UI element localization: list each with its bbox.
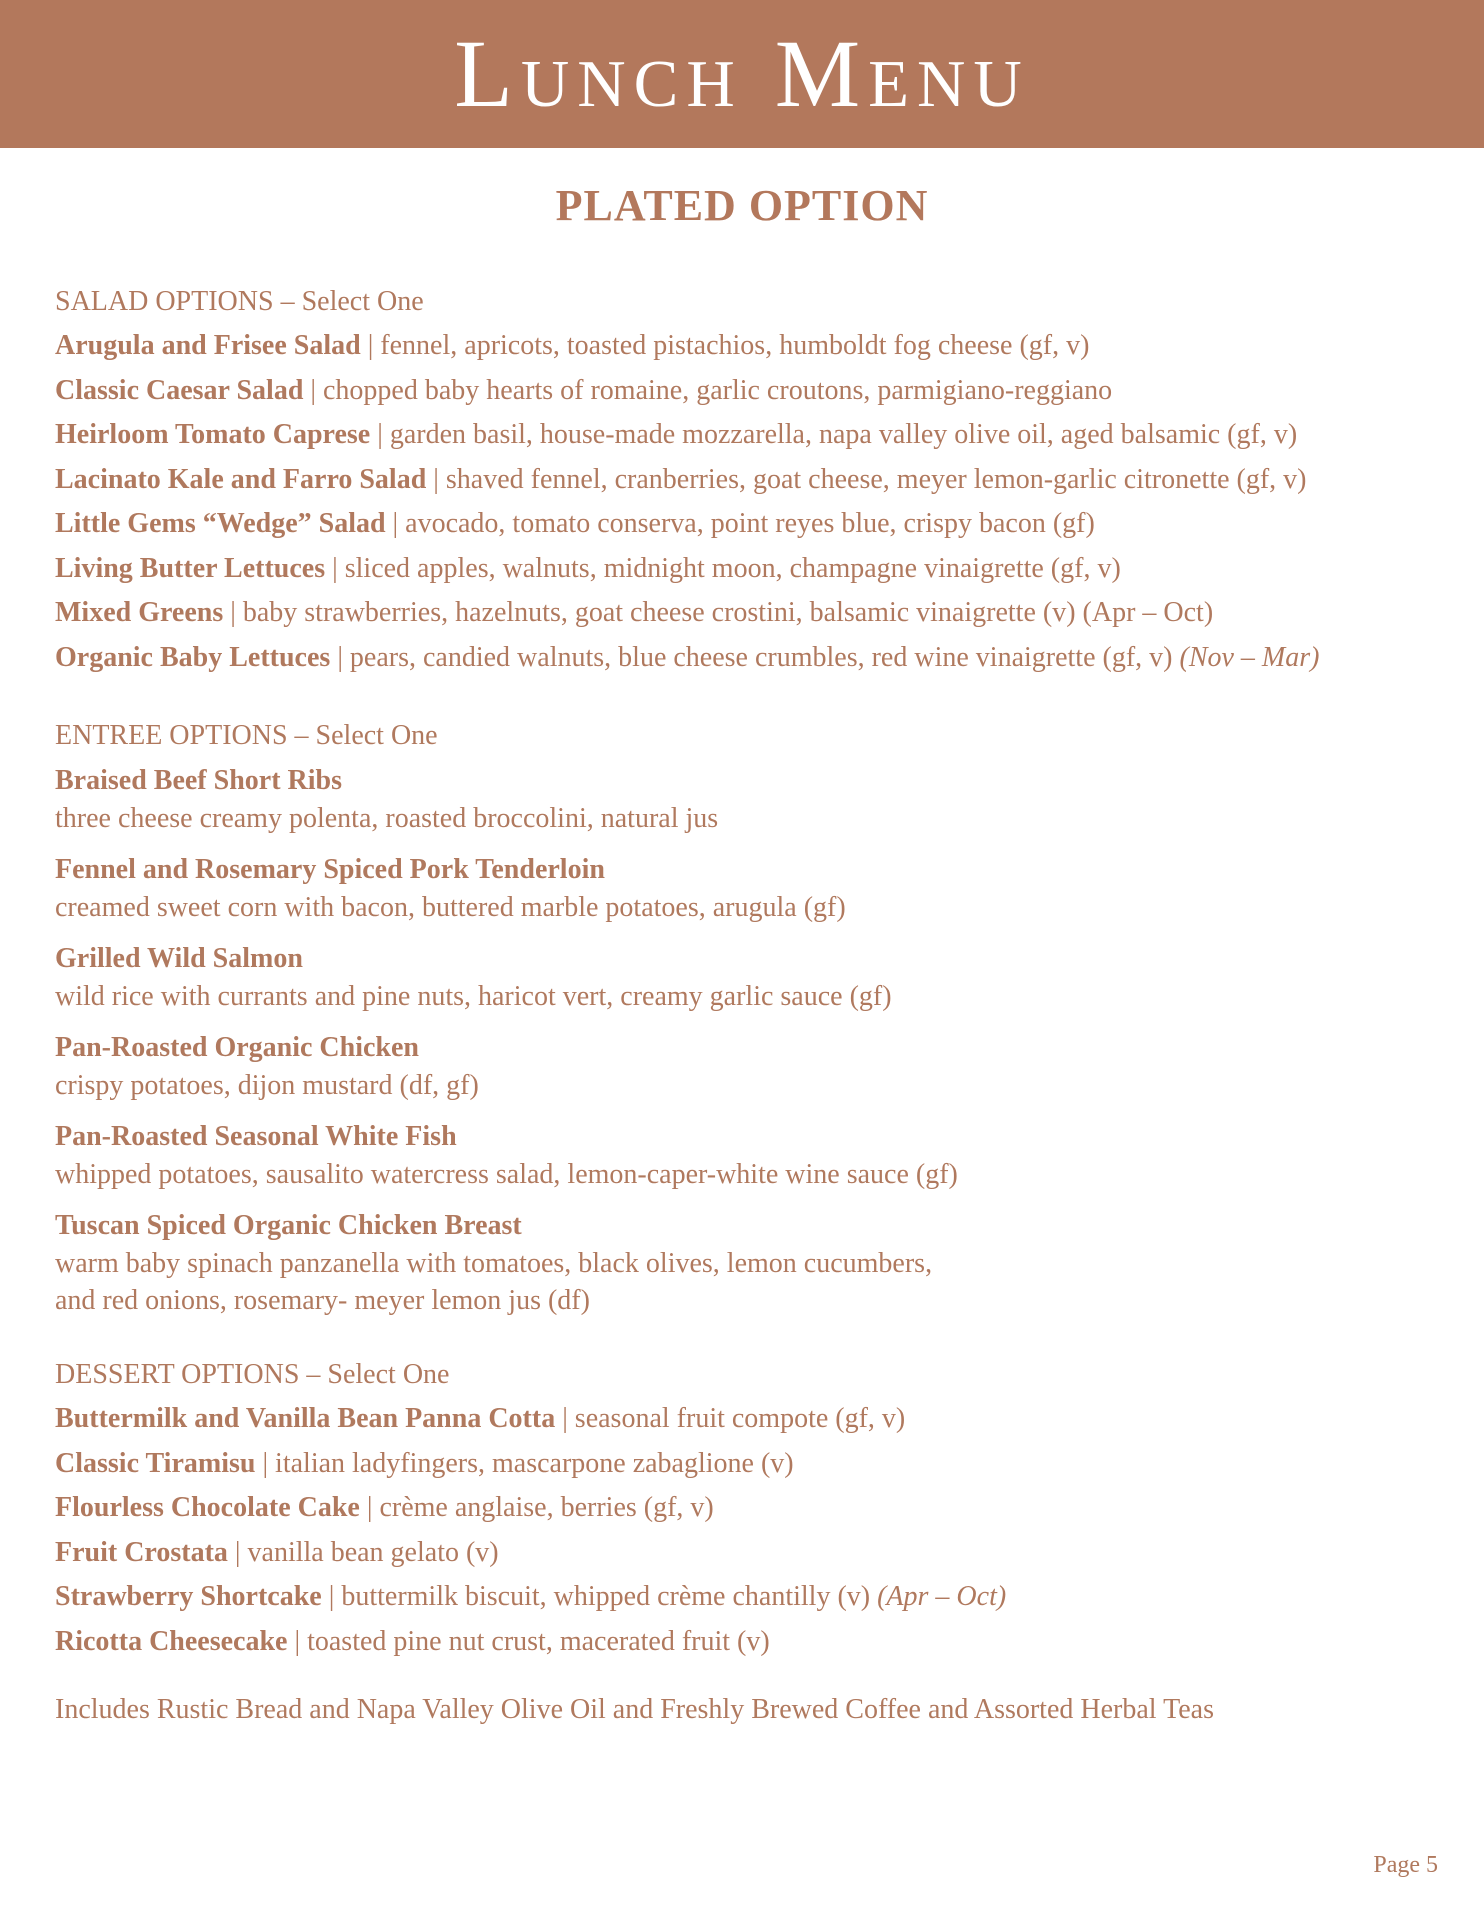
entree-item-description: whipped potatoes, sausalito watercress salad, lemon-caper-white wine sauce (gf) (55, 1159, 958, 1190)
entree-item (55, 762, 1445, 837)
entree-item-name: Pan-Roasted Seasonal White Fish (55, 1121, 457, 1152)
salad-item-name: Heirloom Tomato Caprese (55, 419, 371, 450)
salad-item-name: Classic Caesar Salad (55, 374, 304, 406)
dessert-item-season: (Apr – Oct) (877, 1581, 1007, 1612)
entree-section-heading: ENTREE OPTIONS – Select One (55, 720, 438, 751)
dessert-item-name: Flourless Chocolate Cake (55, 1492, 360, 1523)
salad-item (55, 458, 1445, 503)
dessert-item-description: | vanilla bean gelato (v) (227, 1536, 499, 1568)
salad-item-description: | pears, candied walnuts, blue cheese crumbles, red wine vinaigrette (gf, v) (330, 641, 1180, 673)
salad-item-description: | baby strawberries, hazelnuts, goat cheese crostini, balsamic vinaigrette (v) (Apr – Oct) (223, 597, 1214, 628)
dessert-item-name: Buttermilk and Vanilla Bean Panna Cotta (55, 1403, 556, 1434)
entree-item (55, 851, 1445, 926)
dessert-item-description: | buttermilk biscuit, whipped crème chantilly (v) (321, 1581, 878, 1612)
entree-item-description: creamed sweet corn with bacon, buttered marble potatoes, arugula (gf) (55, 892, 846, 923)
entree-item (55, 940, 1445, 1015)
header-banner (0, 0, 1484, 148)
salad-item-description: | sliced apples, walnuts, midnight moon, champagne vinaigrette (gf, v) (325, 552, 1121, 584)
salad-item-description: | chopped baby hearts of romaine, garlic croutons, parmigiano-reggiano (303, 374, 1113, 406)
dessert-item (55, 1486, 1445, 1531)
entree-list (55, 762, 1445, 1319)
menu-content (55, 280, 1445, 1732)
dessert-list (55, 1397, 1445, 1664)
salad-item-name: Living Butter Lettuces (55, 552, 326, 584)
salad-section-heading: SALAD OPTIONS – Select One (55, 286, 424, 317)
salad-item-name: Organic Baby Lettuces (55, 641, 331, 673)
salad-item-name: Lacinato Kale and Farro Salad (55, 463, 427, 495)
salad-item-name: Little Gems “Wedge” Salad (55, 508, 386, 539)
page-title: Lunch Menu (454, 20, 1030, 127)
salad-item-name: Arugula and Frisee Salad (55, 330, 361, 361)
dessert-item (55, 1575, 1445, 1620)
dessert-item (55, 1397, 1445, 1442)
entree-item-name: Tuscan Spiced Organic Chicken Breast (55, 1210, 522, 1241)
salad-item-description: | fennel, apricots, toasted pistachios, humboldt fog cheese (gf, v) (360, 330, 1090, 361)
entree-item-name: Fennel and Rosemary Spiced Pork Tenderloin (55, 854, 605, 885)
dessert-section-heading: DESSERT OPTIONS – Select One (55, 1359, 450, 1390)
entree-item-description: wild rice with currants and pine nuts, haricot vert, creamy garlic sauce (gf) (55, 981, 892, 1012)
dessert-item (55, 1442, 1445, 1487)
salad-item-name: Mixed Greens (55, 597, 224, 628)
salad-item (55, 636, 1445, 681)
dessert-item-name: Fruit Crostata (55, 1536, 228, 1568)
page-number: Page 5 (1373, 1852, 1438, 1878)
dessert-item-name: Classic Tiramisu (55, 1447, 256, 1479)
entree-item (55, 1207, 1445, 1319)
entree-item-description: warm baby spinach panzanella with tomatoes, black olives, lemon cucumbers, (55, 1248, 933, 1279)
salad-item (55, 369, 1445, 414)
dessert-item (55, 1531, 1445, 1576)
salad-list (55, 324, 1445, 680)
salad-item-description: | avocado, tomato conserva, point reyes blue, crispy bacon (gf) (385, 508, 1095, 539)
salad-item-description: | shaved fennel, cranberries, goat cheese, meyer lemon-garlic citronette (gf, v) (426, 463, 1307, 495)
entree-item-description: crispy potatoes, dijon mustard (df, gf) (55, 1070, 479, 1101)
entree-item-description: three cheese creamy polenta, roasted broccolini, natural jus (55, 803, 719, 834)
dessert-item-description: | italian ladyfingers, mascarpone zabaglione (v) (255, 1447, 794, 1479)
dessert-item-description: | crème anglaise, berries (gf, v) (359, 1492, 714, 1523)
dessert-item-name: Ricotta Cheesecake (55, 1625, 288, 1657)
entree-item-name: Pan-Roasted Organic Chicken (55, 1032, 419, 1063)
dessert-item-description: | seasonal fruit compote (gf, v) (555, 1403, 906, 1434)
dessert-item-description: | toasted pine nut crust, macerated fruit (v) (287, 1625, 770, 1657)
includes-note: Includes Rustic Bread and Napa Valley Olive Oil and Freshly Brewed Coffee and Assorted Herbal Teas (55, 1694, 1214, 1725)
entree-item-name: Grilled Wild Salmon (55, 943, 303, 974)
entree-item (55, 1029, 1445, 1104)
entree-item-name: Braised Beef Short Ribs (55, 765, 342, 796)
salad-item (55, 324, 1445, 369)
entree-item (55, 1118, 1445, 1193)
entree-item-description: and red onions, rosemary- meyer lemon jus (df) (55, 1285, 590, 1316)
salad-item (55, 591, 1445, 636)
salad-item (55, 502, 1445, 547)
salad-item-description: | garden basil, house-made mozzarella, napa valley olive oil, aged balsamic (gf, v) (370, 419, 1298, 450)
salad-item-season: (Nov – Mar) (1179, 641, 1320, 673)
section-subtitle: PLATED OPTION (555, 181, 929, 230)
salad-item (55, 547, 1445, 592)
dessert-item-name: Strawberry Shortcake (55, 1581, 322, 1612)
salad-item (55, 413, 1445, 458)
dessert-item (55, 1620, 1445, 1665)
